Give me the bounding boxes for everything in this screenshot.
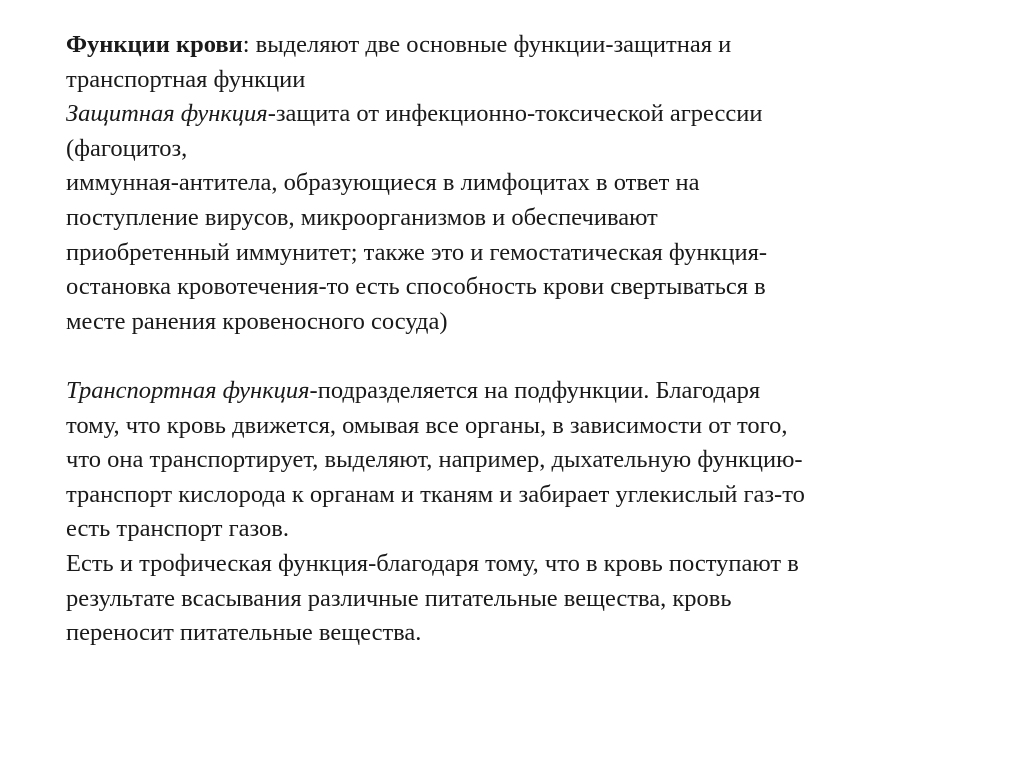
text-line: поступление вирусов, микроорганизмов и обеспечивают — [66, 203, 658, 231]
text-line: есть транспорт газов. — [66, 515, 290, 543]
slide-text-body — [66, 28, 966, 651]
text-line: (фагоцитоз, — [66, 134, 188, 162]
text-line: Есть и трофическая функция-благодаря тому, что в кровь поступают в — [66, 549, 799, 577]
transport-function-definition: -подразделяется на подфункции. Благодаря — [309, 376, 761, 404]
transport-function-line — [66, 374, 966, 409]
text-line: месте ранения кровеносного сосуда) — [66, 307, 448, 335]
protective-function-term: Защитная функция — [66, 100, 268, 128]
text-line: результате всасывания различные питательные вещества, кровь — [66, 584, 732, 612]
protective-function-line — [66, 97, 966, 132]
text-line: приобретенный иммунитет; также это и гемостатическая функция- — [66, 238, 768, 266]
text-line: остановка кровотечения-то есть способность крови свертываться в — [66, 273, 766, 301]
title-rest: : выделяют две основные функции-защитная и — [242, 31, 732, 58]
text-line: тому, что кровь движется, омывая все органы, в зависимости от того, — [66, 411, 788, 439]
text-line: что она транспортирует, выделяют, например, дыхательную функцию- — [66, 446, 803, 474]
text-line: транспорт кислорода к органам и тканям и забирает углекислый газ-то — [66, 480, 805, 508]
protective-function-definition: -защита от инфекционно-токсической агрессии — [267, 100, 763, 128]
title-line — [66, 28, 966, 63]
title-heading: Функции крови — [66, 31, 243, 58]
text-line: переносит питательные вещества. — [66, 619, 422, 647]
text-line: иммунная-антитела, образующиеся в лимфоцитах в ответ на — [66, 169, 700, 197]
text-line: транспортная функции — [66, 65, 306, 93]
transport-function-term: Транспортная функция — [66, 376, 310, 404]
paragraph-spacer — [66, 339, 966, 374]
